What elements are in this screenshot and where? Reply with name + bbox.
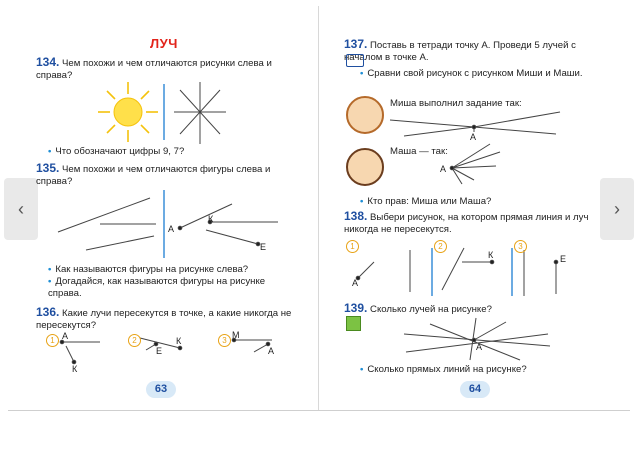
ex135-left-figures bbox=[58, 198, 156, 250]
hint-icon bbox=[346, 316, 361, 331]
page-number-right: 64 bbox=[460, 381, 490, 398]
point-label: М bbox=[232, 330, 240, 340]
ex135-right-figures bbox=[178, 204, 278, 246]
ex138-figures bbox=[356, 248, 558, 296]
point-label: К bbox=[176, 336, 182, 346]
exercise-135 bbox=[36, 162, 296, 188]
point-label: К bbox=[488, 250, 494, 260]
page-number-left: 63 bbox=[146, 381, 176, 398]
misha-text: Миша выполнил задание так: bbox=[390, 98, 522, 109]
exercise-text: Сколько лучей на рисунке? bbox=[370, 304, 492, 315]
exercise-text: Чем похожи и чем отличаются фигуры слева и справа? bbox=[36, 164, 271, 187]
exercise-number: 136. bbox=[36, 305, 60, 319]
point-label: А bbox=[476, 342, 483, 352]
option-1: 1 bbox=[46, 334, 59, 347]
exercise-text: Выбери рисунок, на котором прямая линия и луч никогда не пересекутся. bbox=[344, 212, 589, 235]
chevron-right-icon: › bbox=[614, 198, 620, 219]
masha-avatar bbox=[346, 148, 384, 186]
point-label: А bbox=[268, 346, 275, 356]
misha-avatar bbox=[346, 96, 384, 134]
exercise-text: Чем похожи и чем отличаются рисунки слева и справа? bbox=[36, 58, 272, 81]
exercise-number: 139. bbox=[344, 301, 368, 315]
point-label: Е bbox=[260, 242, 267, 252]
exercise-text: Какие лучи пересекутся в точке, а какие никогда не пересекутся? bbox=[36, 308, 292, 331]
point-label: А bbox=[168, 224, 175, 234]
exercise-138 bbox=[344, 210, 602, 236]
ex139-rays bbox=[404, 318, 550, 360]
chevron-left-icon: ‹ bbox=[18, 198, 24, 219]
exercise-text: Поставь в тетради точку А. Проведи 5 лучей с началом в точке А. bbox=[344, 40, 576, 63]
option-2: 2 bbox=[128, 334, 141, 347]
exercise-139 bbox=[344, 302, 602, 316]
masha-rays bbox=[450, 144, 500, 184]
option-1: 1 bbox=[346, 240, 359, 253]
who-question: • Кто прав: Миша или Маша? bbox=[360, 196, 492, 207]
ex136-rays bbox=[60, 338, 275, 364]
point-label: К bbox=[208, 214, 214, 224]
exercise-137 bbox=[344, 38, 602, 64]
rays-drawing bbox=[174, 82, 226, 144]
point-label: К bbox=[72, 364, 78, 374]
option-3: 3 bbox=[218, 334, 231, 347]
exercise-136 bbox=[36, 306, 298, 332]
question-134: • Что обозначают цифры 9, 7? bbox=[48, 146, 185, 157]
option-2: 2 bbox=[434, 240, 447, 253]
exercise-number: 135. bbox=[36, 161, 60, 175]
compare-137: • Сравни свой рисунок с рисунком Миши и Маши. bbox=[360, 68, 583, 79]
point-label: А bbox=[62, 331, 69, 341]
exercise-number: 138. bbox=[344, 209, 368, 223]
point-label: Е bbox=[560, 254, 567, 264]
exercise-number: 137. bbox=[344, 37, 368, 51]
sun-drawing bbox=[98, 82, 158, 142]
point-label: А bbox=[352, 278, 359, 288]
masha-text: Маша — так: bbox=[390, 146, 448, 157]
book-icon bbox=[346, 54, 364, 67]
point-label: Е bbox=[156, 346, 163, 356]
exercise-number: 134. bbox=[36, 55, 60, 69]
question-139: • Сколько прямых линий на рисунке? bbox=[360, 364, 527, 375]
questions-135: • Как называются фигуры на рисунке слева? • Догадайся, как называются фигуры на рисунке справа. bbox=[48, 264, 266, 299]
option-3: 3 bbox=[514, 240, 527, 253]
page-title: ЛУЧ bbox=[150, 36, 178, 51]
point-label: А bbox=[440, 164, 447, 174]
point-label: А bbox=[470, 132, 477, 142]
